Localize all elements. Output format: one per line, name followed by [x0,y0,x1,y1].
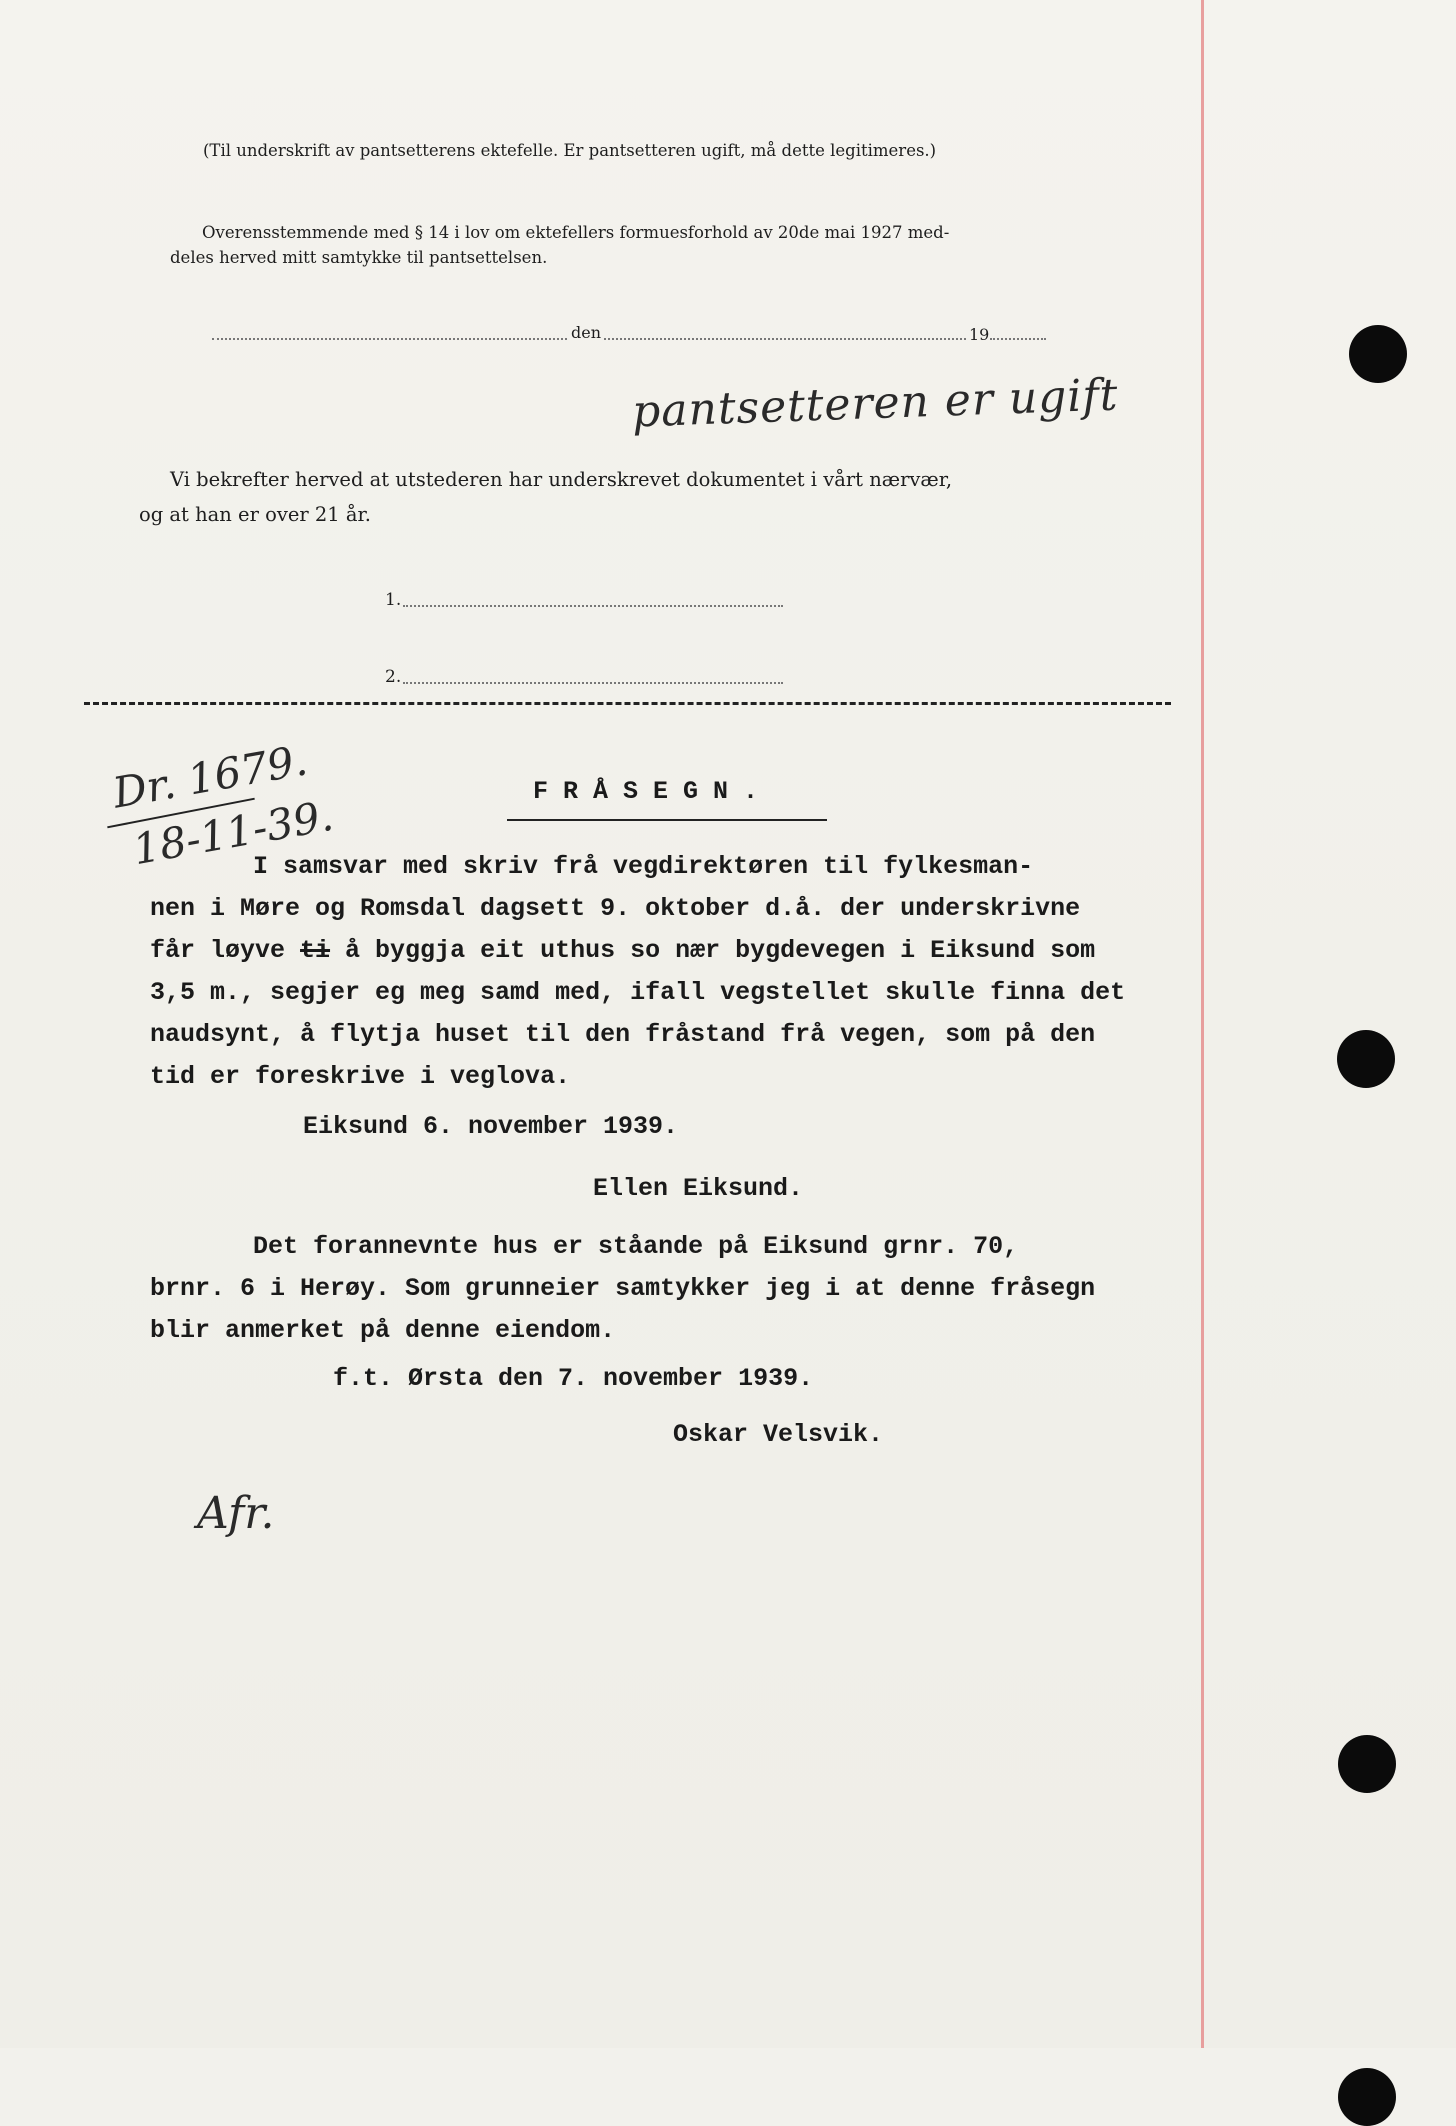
heading-underline [507,819,827,821]
signature-oskar-velsvik: Oskar Velsvik. [673,1420,884,1449]
statement-line-4: 3,5 m., segjer eg meg samd med, ifall vegstellet skulle finna det [150,978,1126,1007]
date-dotted-line [604,338,966,340]
punch-hole-top [1349,325,1407,383]
struck-out-text: ti [300,936,331,965]
witness-number-1: 1. [385,590,402,610]
consent-text-line-2: deles herved mitt samtykke til pantsettelsen. [170,248,548,267]
punch-hole-middle [1337,1030,1395,1088]
witness-2-dotted-line [403,682,783,684]
handwritten-initials: Afr. [197,1488,275,1539]
statement-date-place: Eiksund 6. november 1939. [303,1112,679,1141]
year-prefix: 19 [969,325,990,344]
year-dotted-line [990,338,1046,340]
statement-line-6: tid er foreskrive i veglova. [150,1062,571,1091]
statement-line-2: nen i Møre og Romsdal dagsett 9. oktober d.å. der underskrivne [150,894,1081,923]
landowner-date-place: f.t. Ørsta den 7. november 1939. [333,1364,814,1393]
punch-hole-bottom [1338,2068,1396,2126]
landowner-line-2: brnr. 6 i Herøy. Som grunneier samtykker jeg i at denne fråsegn [150,1274,1096,1303]
landowner-line-1: Det forannevnte hus er ståande på Eiksund grnr. 70, [253,1232,1019,1261]
place-dotted-line [212,338,567,340]
spouse-signature-note: (Til underskrift av pantsetterens ektefelle. Er pantsetteren ugift, må dette legitimeres.) [203,141,937,160]
statement-line-3 [150,930,1095,972]
handwritten-register-number: Dr. 1679. [109,735,311,818]
statement-line-3-rest: å byggja eit uthus so nær bygdevegen i Eiksund som [330,936,1096,965]
witness-number-2: 2. [385,667,402,687]
landowner-line-3: blir anmerket på denne eiendom. [150,1316,616,1345]
statement-line-3-start: får løyve [150,936,301,965]
red-margin-line [1201,0,1204,2048]
witness-1-dotted-line [403,605,783,607]
handwritten-register-date: 18-11-39. [129,790,337,875]
signature-ellen-eiksund: Ellen Eiksund. [593,1174,804,1203]
statement-line-5: naudsynt, å flytja huset til den fråstand frå vegen, som på den [150,1020,1096,1049]
witness-text-line-1: Vi bekrefter herved at utstederen har underskrevet dokumentet i vårt nærvær, [170,468,953,491]
consent-text-line-1: Overensstemmende med § 14 i lov om ektefellers formuesforhold av 20de mai 1927 med- [202,223,950,242]
statement-line-1: I samsvar med skriv frå vegdirektøren til fylkesman- [253,852,1034,881]
handwritten-unmarried-note: pantsetteren er ugift [631,369,1120,438]
witness-text-line-2: og at han er over 21 år. [139,503,371,526]
section-divider-dashed [84,702,1171,705]
den-label: den [571,323,602,342]
punch-hole-lower [1338,1735,1396,1793]
fraasegn-heading: F R Å S E G N . [533,777,759,806]
